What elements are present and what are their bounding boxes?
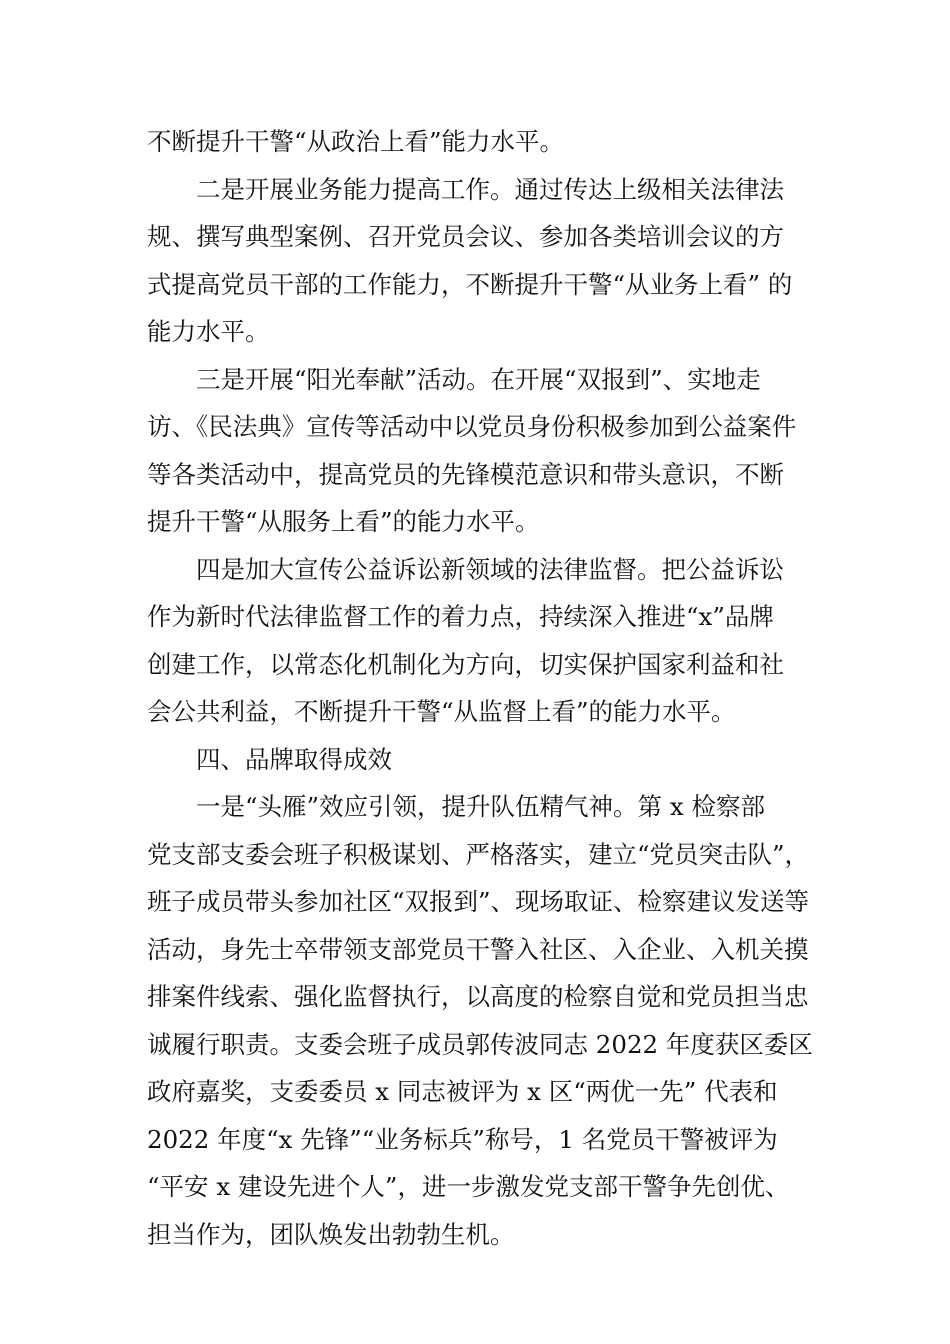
text-line: 等各类活动中，提高党员的先锋模范意识和带头意识，不断 (147, 459, 784, 489)
paragraph-start-line: 二是开展业务能力提高工作。通过传达上级相关法律法 (196, 174, 784, 204)
text-line: 2022 年度“x 先锋”“业务标兵”称号，1 名党员干警被评为 (147, 1124, 778, 1154)
text-line: 诚履行职责。支委会班子成员郭传波同志 2022 年度获区委区 (147, 1029, 813, 1059)
document-body (147, 118, 815, 1258)
text-line: 不断提升干警“从政治上看”能力水平。 (147, 127, 565, 156)
text-line: 会公共利益，不断提升干警“从监督上看”的能力水平。 (147, 697, 736, 726)
text-line: 班子成员带头参加社区“双报到”、现场取证、检察建议发送等 (147, 887, 810, 916)
text-line: 作为新时代法律监督工作的着力点，持续深入推进“x”品牌 (147, 602, 774, 631)
text-line: 政府嘉奖，支委委员 x 同志被评为 x 区“两优一先” 代表和 (147, 1077, 778, 1106)
text-line: 规、撰写典型案例、召开党员会议、参加各类培训会议的方 (147, 222, 784, 251)
text-line: 访、《民法典》宣传等活动中以党员身份积极参加到公益案件 (147, 412, 797, 441)
text-line: 活动，身先士卒带领支部党员干警入社区、入企业、入机关摸 (147, 934, 809, 964)
text-line: “平安 x 建设先进个人”，进一步激发党支部干警争先创优、 (147, 1172, 790, 1201)
paragraph-start-line: 三是开展“阳光奉献”活动。在开展“双报到”、实地走 (196, 364, 761, 394)
text-line: 创建工作，以常态化机制化为方向，切实保护国家利益和社 (147, 649, 784, 679)
text-line: 担当作为，团队焕发出勃勃生机。 (147, 1219, 515, 1249)
text-line: 排案件线索、强化监督执行，以高度的检察自觉和党员担当忠 (147, 982, 809, 1011)
section-heading: 四、品牌取得成效 (196, 744, 392, 774)
paragraph-start-line: 一是“头雁”效应引领，提升队伍精气神。第 x 检察部 (196, 792, 765, 821)
paragraph-start-line: 四是加大宣传公益诉讼新领域的法律监督。把公益诉讼 (196, 554, 784, 584)
text-line: 党支部支委会班子积极谋划、严格落实，建立“党员突击队”， (147, 839, 810, 869)
text-line: 能力水平。 (147, 317, 270, 346)
text-line: 提升干警“从服务上看”的能力水平。 (147, 507, 540, 536)
text-line: 式提高党员干部的工作能力，不断提升干警“从业务上看” 的 (147, 269, 793, 299)
